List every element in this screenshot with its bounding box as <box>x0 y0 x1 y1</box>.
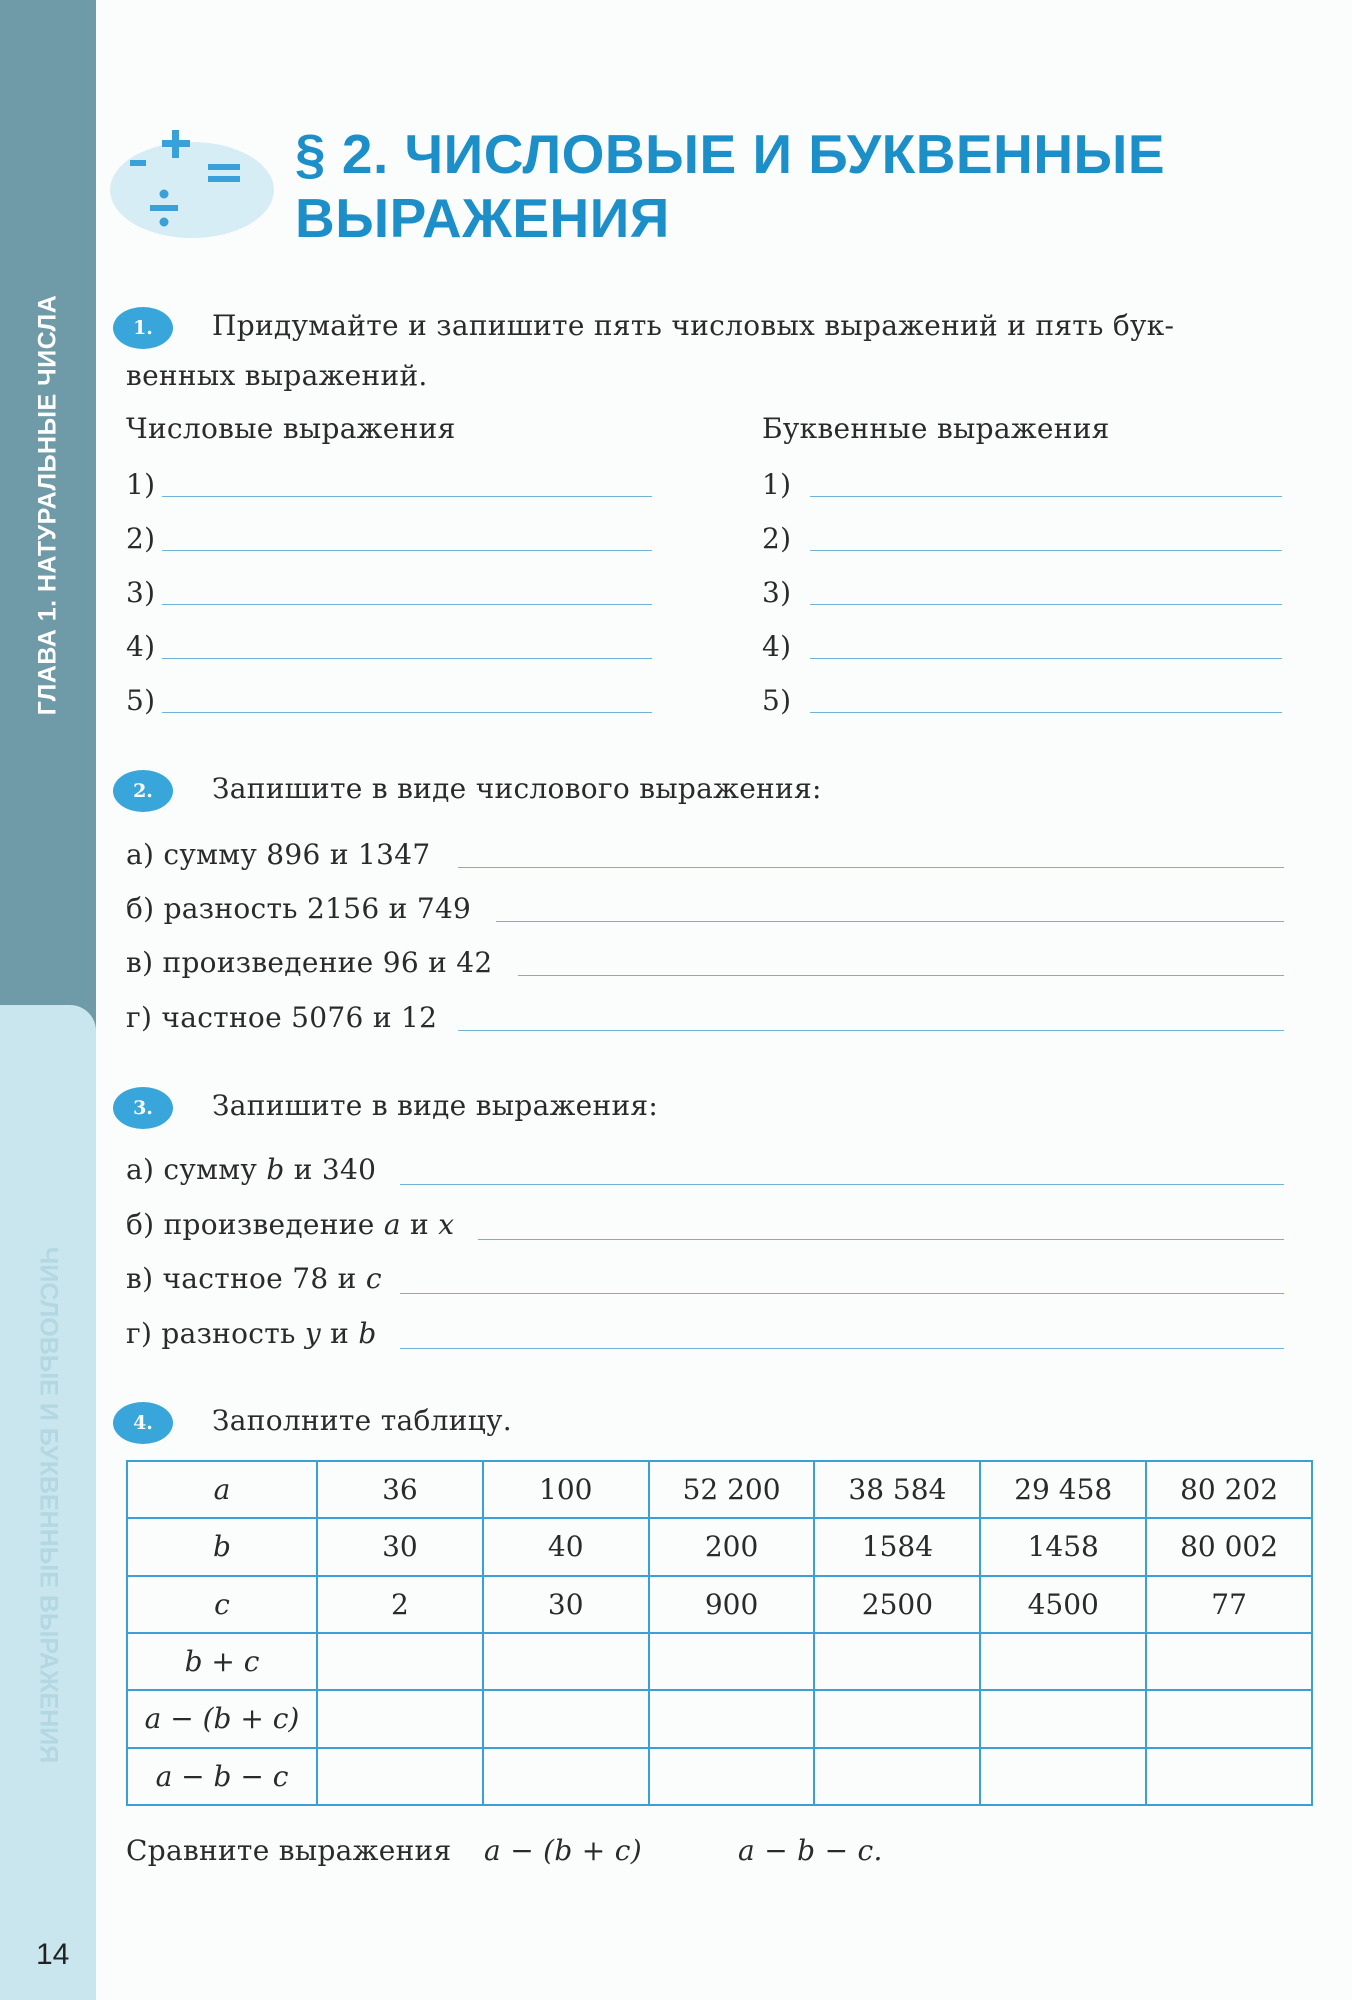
answer-cell[interactable] <box>649 1633 815 1690</box>
task-3-item-a: а) сумму b и 340 <box>126 1153 377 1186</box>
table-cell: 100 <box>483 1461 649 1518</box>
numeric-expression-line-3[interactable] <box>162 604 652 605</box>
table-cell: 40 <box>483 1518 649 1575</box>
row-header-b-plus-c: b + c <box>127 1633 317 1690</box>
answer-cell[interactable] <box>483 1690 649 1747</box>
task-3-answer-line-b[interactable] <box>478 1239 1284 1240</box>
task-4-text: Заполните таблицу. <box>212 1404 513 1437</box>
letter-expression-line-3[interactable] <box>810 604 1282 605</box>
letter-expressions-header: Буквенные выражения <box>762 412 1110 445</box>
answer-cell[interactable] <box>649 1690 815 1747</box>
table-cell: 4500 <box>980 1576 1146 1633</box>
section-label-faint: ЧИСЛОВЫЕ И БУКВЕННЫЕ ВЫРАЖЕНИЯ <box>34 1246 63 1764</box>
table-cell: 30 <box>483 1576 649 1633</box>
chapter-label: ГЛАВА 1. НАТУРАЛЬНЫЕ ЧИСЛА <box>33 294 62 716</box>
answer-cell[interactable] <box>483 1633 649 1690</box>
table-cell: 1584 <box>814 1518 980 1575</box>
task-4-badge: 4. <box>113 1402 173 1444</box>
table-cell: 2 <box>317 1576 483 1633</box>
table-row <box>127 1518 1312 1575</box>
page-title <box>295 122 1165 250</box>
answer-cell[interactable] <box>1146 1748 1312 1805</box>
answer-cell[interactable] <box>317 1633 483 1690</box>
row-header-a-minus-b-minus-c: a − b − c <box>127 1748 317 1805</box>
answer-cell[interactable] <box>649 1748 815 1805</box>
task-2-item-c: в) произведение 96 и 42 <box>126 946 493 979</box>
answer-cell[interactable] <box>980 1633 1146 1690</box>
answer-cell[interactable] <box>1146 1690 1312 1747</box>
task-2-item-d: г) частное 5076 и 12 <box>126 1001 438 1034</box>
answer-cell[interactable] <box>814 1633 980 1690</box>
title-line-1: § 2. ЧИСЛОВЫЕ И БУКВЕННЫЕ <box>295 123 1166 185</box>
table-row <box>127 1461 1312 1518</box>
numeric-expression-line-1[interactable] <box>162 496 652 497</box>
task-1-text-line-2: венных выражений. <box>126 359 428 392</box>
letter-expression-line-1[interactable] <box>810 496 1282 497</box>
letter-expression-number-5: 5) <box>762 684 792 717</box>
table-cell: 30 <box>317 1518 483 1575</box>
numeric-expression-number-3: 3) <box>126 576 156 609</box>
table-cell: 80 002 <box>1146 1518 1312 1575</box>
task-3-answer-line-a[interactable] <box>400 1184 1284 1185</box>
table-cell: 29 458 <box>980 1461 1146 1518</box>
table-cell: 36 <box>317 1461 483 1518</box>
table-cell: 200 <box>649 1518 815 1575</box>
answer-cell[interactable] <box>980 1748 1146 1805</box>
row-header-a: a <box>127 1461 317 1518</box>
table-cell: 80 202 <box>1146 1461 1312 1518</box>
answer-cell[interactable] <box>814 1690 980 1747</box>
table-cell: 2500 <box>814 1576 980 1633</box>
task-3-badge: 3. <box>113 1087 173 1129</box>
numeric-expression-number-2: 2) <box>126 522 156 555</box>
task-2-answer-line-a[interactable] <box>458 867 1284 868</box>
page-number: 14 <box>36 1938 70 1971</box>
compare-text: Сравните выражения <box>126 1834 452 1867</box>
table-cell: 77 <box>1146 1576 1312 1633</box>
task-3-item-c: в) частное 78 и c <box>126 1262 382 1295</box>
numeric-expression-line-2[interactable] <box>162 550 652 551</box>
task-3-answer-line-d[interactable] <box>400 1348 1284 1349</box>
task-3-answer-line-c[interactable] <box>400 1293 1284 1294</box>
math-symbols-icon <box>100 120 275 250</box>
table-row <box>127 1690 1312 1747</box>
table-row <box>127 1576 1312 1633</box>
numeric-expression-number-5: 5) <box>126 684 156 717</box>
answer-cell[interactable] <box>317 1690 483 1747</box>
numeric-expression-number-1: 1) <box>126 468 156 501</box>
letter-expression-line-2[interactable] <box>810 550 1282 551</box>
answer-cell[interactable] <box>814 1748 980 1805</box>
table-cell: 900 <box>649 1576 815 1633</box>
task-2-item-b: б) разность 2156 и 749 <box>126 892 472 925</box>
task-2-badge: 2. <box>113 770 173 812</box>
letter-expression-number-2: 2) <box>762 522 792 555</box>
task-2-answer-line-b[interactable] <box>496 921 1284 922</box>
row-header-a-minus-bc: a − (b + c) <box>127 1690 317 1747</box>
table-row <box>127 1748 1312 1805</box>
compare-expression-1: a − (b + c) <box>484 1834 642 1867</box>
answer-cell[interactable] <box>980 1690 1146 1747</box>
numeric-expression-line-5[interactable] <box>162 712 652 713</box>
letter-expression-line-4[interactable] <box>810 658 1282 659</box>
letter-expression-number-1: 1) <box>762 468 792 501</box>
table-cell: 52 200 <box>649 1461 815 1518</box>
task-2-answer-line-c[interactable] <box>518 975 1284 976</box>
title-line-2: ВЫРАЖЕНИЯ <box>295 187 670 249</box>
compare-expression-2: a − b − c. <box>738 1834 883 1867</box>
task-1-badge: 1. <box>113 307 173 349</box>
table-cell: 1458 <box>980 1518 1146 1575</box>
table-cell: 38 584 <box>814 1461 980 1518</box>
task-3-text: Запишите в виде выражения: <box>212 1089 659 1122</box>
task-2-text: Запишите в виде числового выражения: <box>212 772 822 805</box>
letter-expression-line-5[interactable] <box>810 712 1282 713</box>
numeric-expression-number-4: 4) <box>126 630 156 663</box>
task-2-item-a: а) сумму 896 и 1347 <box>126 838 431 871</box>
numeric-expressions-header: Числовые выражения <box>126 412 456 445</box>
task-2-answer-line-d[interactable] <box>458 1030 1284 1031</box>
task-3-item-d: г) разность y и b <box>126 1317 377 1350</box>
values-table <box>126 1460 1313 1806</box>
letter-expression-number-4: 4) <box>762 630 792 663</box>
table-row <box>127 1633 1312 1690</box>
row-header-b: b <box>127 1518 317 1575</box>
answer-cell[interactable] <box>317 1748 483 1805</box>
task-1-text-line-1: Придумайте и запишите пять числовых выражений и пять бук- <box>212 309 1175 342</box>
numeric-expression-line-4[interactable] <box>162 658 652 659</box>
row-header-c: c <box>127 1576 317 1633</box>
answer-cell[interactable] <box>483 1748 649 1805</box>
letter-expression-number-3: 3) <box>762 576 792 609</box>
task-3-item-b: б) произведение a и x <box>126 1208 455 1241</box>
answer-cell[interactable] <box>1146 1633 1312 1690</box>
